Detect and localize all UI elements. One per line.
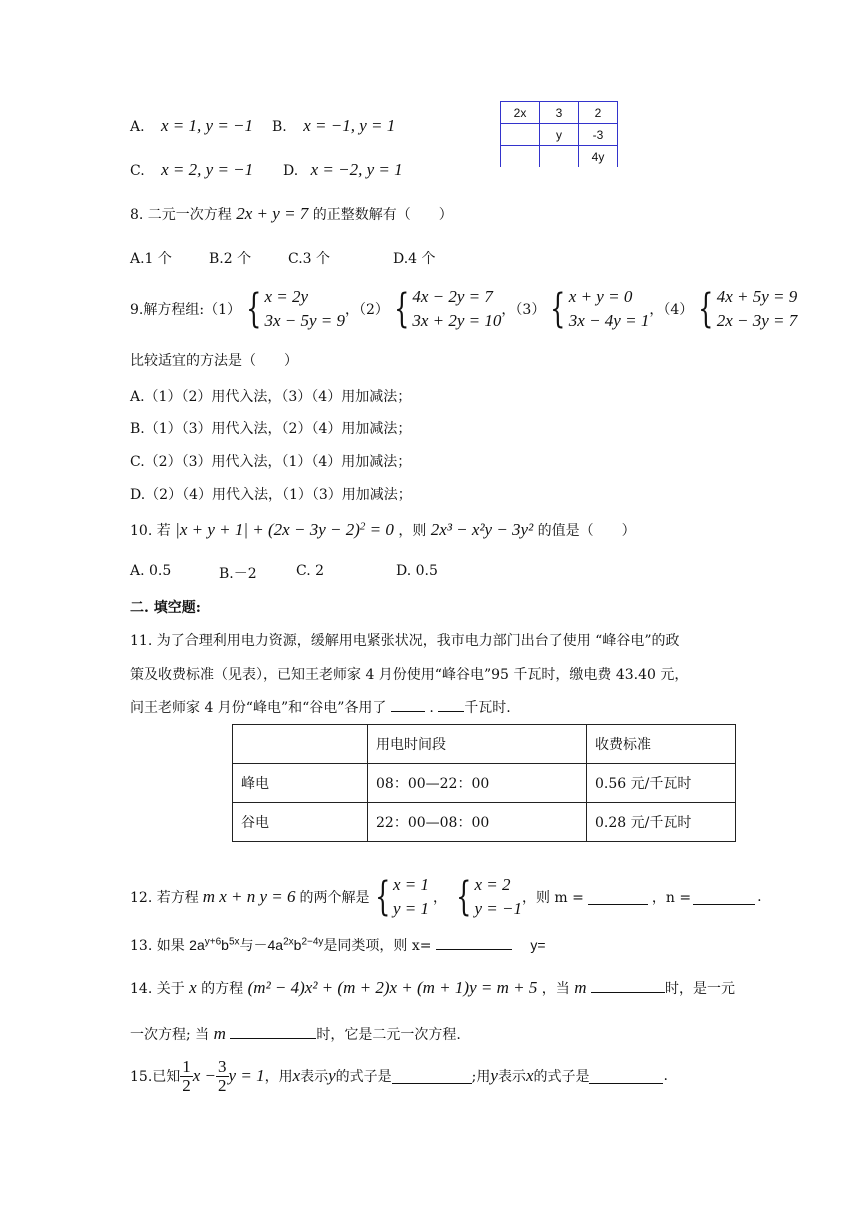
q15-variable-y: y	[328, 1066, 336, 1085]
q14-line-2	[130, 1024, 461, 1044]
q9-lead: 9.解方程组:（1）	[130, 302, 241, 318]
q14-variable-m: m	[574, 978, 587, 997]
answer-blank[interactable]	[392, 1069, 472, 1084]
equation: 3x − 4y = 1	[568, 311, 650, 330]
section-heading: 二. 填空题:	[130, 600, 201, 616]
q9-option-c: C.（2）（3）用代入法，（1）（4）用加减法；	[130, 454, 412, 470]
q14-variable-x: x	[189, 978, 197, 997]
q9-label-2: ，（2）	[344, 302, 389, 318]
equation: 3x + 2y = 10	[412, 311, 502, 330]
table-row	[233, 764, 736, 803]
q15-c5: 表示	[497, 1069, 526, 1085]
brace-icon: {	[246, 286, 262, 332]
equation: x = 2	[474, 875, 511, 894]
q11-separator: .	[424, 700, 434, 716]
table-header-row	[233, 725, 736, 764]
numerator: 3	[218, 1056, 227, 1076]
answer-blank[interactable]	[230, 1024, 316, 1039]
q10-option-d: D. 0.5	[396, 563, 438, 579]
table-header-cell: 用电时间段	[368, 725, 587, 764]
q13-mid: 与	[239, 938, 254, 954]
q15-c3: 的式子是	[335, 1069, 392, 1085]
q12-m-label: ，则 m =	[521, 890, 584, 906]
q14-mid: 的方程	[201, 981, 244, 997]
brace-icon: {	[698, 286, 714, 332]
brace-icon: {	[456, 874, 472, 920]
table-cell: 峰电	[233, 764, 368, 803]
q13-term-2: －4a	[253, 937, 284, 953]
q10-option-c: C. 2	[296, 563, 325, 579]
answer-blank-x[interactable]	[436, 935, 512, 950]
equation: x = 1	[392, 875, 430, 894]
q14-lead: 14. 关于	[130, 981, 185, 997]
table-row	[233, 803, 736, 842]
grid-cell: -3	[579, 124, 618, 146]
q9-systems	[130, 282, 797, 336]
q8-option-b: B.2 个	[209, 251, 252, 267]
equation: 2x − 3y = 7	[716, 311, 798, 330]
q15-c4: ;用	[471, 1069, 491, 1085]
equation: y = 1	[392, 899, 430, 918]
q8-option-d: D.4 个	[393, 251, 436, 267]
q9-option-a: A.（1）（2）用代入法，（3）（4）用加减法；	[130, 389, 412, 405]
q11-line-2: 策及收费标准（见表），已知王老师家 4 月份使用“峰谷电”95 千瓦时，缴电费 43.40 元，	[130, 667, 689, 683]
table-cell: 08：00—22：00	[368, 764, 587, 803]
q8-equation: 2x + y = 7	[236, 204, 309, 223]
q7-option-a-math: x = 1, y = −1	[161, 116, 254, 135]
q15-c6: 的式子是	[533, 1069, 590, 1085]
q15-xv: x −	[192, 1066, 217, 1085]
q9-system-2	[412, 285, 501, 333]
grid-cell: 2	[579, 102, 618, 124]
numerator: 1	[182, 1056, 191, 1076]
q15-variable-x: x	[292, 1066, 301, 1085]
exponent: 2−4y	[301, 936, 324, 948]
q10-condition: |x + y + 1| + (2x − 3y − 2)	[175, 520, 360, 539]
grid-cell: 3	[540, 102, 579, 124]
answer-blank[interactable]	[438, 697, 464, 712]
q7-option-b-label: B.	[272, 119, 287, 135]
answer-blank-m[interactable]	[588, 890, 648, 905]
q15-variable-x: x	[525, 1066, 534, 1085]
fraction	[180, 1058, 193, 1095]
brace-icon: {	[393, 286, 410, 332]
q14-l2b: 时，它是二元一次方程.	[316, 1027, 461, 1043]
exponent: 5x	[228, 936, 240, 948]
q13-x-label: 是同类项，则 x=	[323, 938, 432, 954]
grid-cell: 4y	[579, 146, 618, 168]
q12-lead: 12. 若方程	[130, 890, 199, 906]
q7-option-d	[283, 160, 403, 180]
denominator: 2	[182, 1075, 191, 1095]
q13-term-1b: b	[221, 937, 229, 953]
q11-unit: 千瓦时.	[464, 700, 511, 716]
q12-solution-2	[474, 873, 522, 921]
q12-n-label: ，n =	[651, 890, 692, 906]
q10-stem	[130, 520, 636, 540]
q9-label-3: ，（3）	[501, 302, 546, 318]
grid-cell	[501, 124, 540, 146]
q8-option-c: C.3 个	[288, 251, 331, 267]
equation: x = 2y	[264, 287, 308, 306]
q9-stem: 比较适宜的方法是（ ）	[130, 353, 298, 369]
table-cell: 0.56 元/千瓦时	[587, 764, 736, 803]
q14-l2a: 一次方程; 当	[130, 1027, 210, 1043]
q15-variable-y: y	[490, 1066, 498, 1085]
q9-label-4: ，（4）	[649, 302, 694, 318]
equation: 3x − 5y = 9	[264, 311, 345, 330]
denominator: 2	[218, 1075, 227, 1095]
grid-cell: y	[540, 124, 579, 146]
q12-mid: 的两个解是	[299, 890, 370, 906]
q10-option-b: B.－2	[219, 566, 257, 582]
exponent: 2x	[283, 936, 294, 948]
q11-line-3-text: 问王老师家 4 月份“峰电”和“谷电”各用了	[130, 700, 387, 716]
q7-option-b	[272, 116, 395, 136]
exponent: y+6	[204, 936, 222, 948]
q8-option-a: A.1 个	[130, 251, 172, 267]
q15-lead: 15.已知	[130, 1069, 181, 1085]
q15-c2: 表示	[300, 1069, 329, 1085]
q7-option-c-label: C.	[130, 163, 145, 179]
brace-icon: {	[550, 286, 566, 332]
q10-option-a: A. 0.5	[130, 563, 172, 579]
q14-when: ，当	[541, 981, 570, 997]
q13-stem	[130, 935, 546, 955]
q11-price-table	[232, 724, 736, 842]
period: .	[663, 1068, 668, 1084]
period: .	[757, 889, 762, 905]
q13-y-label: y=	[530, 937, 546, 953]
fraction	[216, 1058, 229, 1095]
q12-solution-1	[393, 873, 429, 921]
q8-text-pre: 8. 二元一次方程	[130, 207, 232, 223]
grid-cell: 2x	[501, 102, 540, 124]
q13-term-2b: b	[293, 937, 302, 953]
answer-blank[interactable]	[591, 978, 665, 993]
equation: x + y = 0	[568, 287, 633, 306]
q12-stem: 12. 若方程 m x + n y = 6 的两个解是 { x = 1 y = 1 ， { x = 2 y = −1 ，则 m = ，n = .	[130, 874, 762, 920]
equation: 4x + 5y = 9	[716, 287, 798, 306]
q14-variable-m: m	[213, 1024, 226, 1043]
q14-c2: 时，是一元	[664, 981, 735, 997]
q10-lead: 10. 若	[130, 523, 171, 539]
q10-tail: 的值是（ ）	[537, 523, 636, 539]
answer-blank-n[interactable]	[693, 890, 755, 905]
q9-system-1	[264, 285, 345, 333]
q7-option-c	[130, 160, 253, 180]
equation: 4x − 2y = 7	[412, 287, 493, 306]
q9-system-3	[569, 285, 650, 333]
grid-cell	[540, 146, 579, 168]
q7-option-d-label: D.	[283, 163, 299, 179]
grid-cell	[501, 146, 540, 168]
q7-option-b-math: x = −1, y = 1	[303, 116, 396, 135]
q7-grid	[500, 101, 618, 167]
q7-option-a-label: A.	[130, 119, 145, 135]
q10-mid: ，则	[398, 523, 427, 539]
q11-line-1: 11. 为了合理利用电力资源，缓解用电紧张状况，我市电力部门出台了使用 “峰谷电”的政	[130, 633, 680, 649]
table-header-cell: 收费标准	[587, 725, 736, 764]
q15-yeq: y = 1	[228, 1066, 265, 1085]
q13-lead: 13. 如果	[130, 938, 185, 954]
table-cell: 0.28 元/千瓦时	[587, 803, 736, 842]
q8-stem	[130, 204, 453, 224]
q10-exponent: 2	[359, 520, 366, 533]
answer-blank[interactable]	[391, 697, 425, 712]
table-cell: 谷电	[233, 803, 368, 842]
q12-equation: m x + n y = 6	[202, 887, 296, 906]
q8-text-post: 的正整数解有（ ）	[312, 207, 453, 223]
table-header-cell	[233, 725, 368, 764]
q11-line-3	[130, 697, 511, 717]
q9-option-d: D.（2）（4）用代入法，（1）（3）用加减法；	[130, 487, 412, 503]
q14-equation: (m² − 4)x² + (m + 2)x + (m + 1)y = m + 5	[247, 978, 538, 997]
q9-system-4	[717, 285, 798, 333]
q10-expression: 2x³ − x²y − 3y²	[430, 520, 534, 539]
answer-blank[interactable]	[589, 1069, 663, 1084]
brace-icon: {	[374, 874, 390, 920]
q15-c1: ，用	[264, 1069, 293, 1085]
table-cell: 22：00—08：00	[368, 803, 587, 842]
q13-term-1: 2a	[189, 937, 205, 953]
q9-option-b: B.（1）（3）用代入法，（2）（4）用加减法；	[130, 421, 412, 437]
q7-option-c-math: x = 2, y = −1	[161, 160, 254, 179]
q14-line-1	[130, 978, 735, 998]
q7-option-d-math: x = −2, y = 1	[310, 160, 403, 179]
q7-option-a	[130, 116, 253, 136]
equation: y = −1	[474, 899, 522, 918]
q10-condition-tail: = 0	[365, 520, 394, 539]
q15-stem	[130, 1054, 668, 1098]
